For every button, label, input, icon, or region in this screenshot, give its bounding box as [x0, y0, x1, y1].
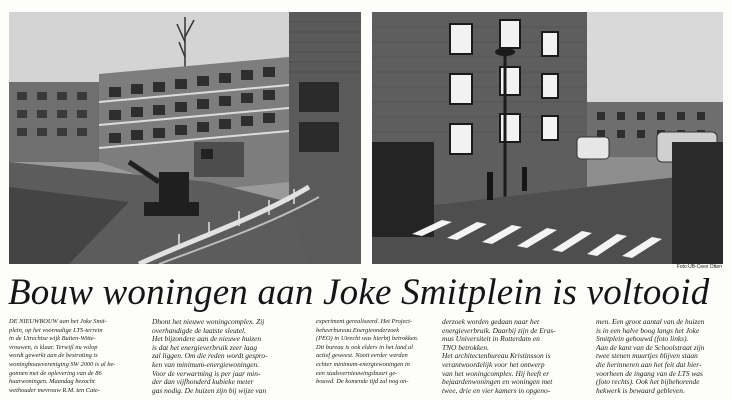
text-line: die herinneren aan het feit dat hier- — [596, 359, 702, 369]
text-line: Dhont het nieuwe woningcomplex. Zij — [152, 318, 265, 326]
text-line: is dat het energieverbruik zeer laag — [152, 342, 258, 352]
text-line: wethouder mevrouw R.M. ten Cate- — [9, 386, 100, 394]
text-line: derzoek worden gedaan naar het — [442, 318, 540, 326]
text-line: men. Een groot aantal van de huizen — [596, 318, 705, 326]
text-line: wordt gewerkt aan de bestrating is — [9, 352, 98, 360]
text-line: ken van minimum-energiewoningen. — [152, 359, 260, 369]
text-line: bouwd. De komende tijd zal nog on- — [316, 378, 409, 386]
text-column-4 — [442, 318, 592, 400]
text-line: experiment gerealiseerd. Het Project- — [316, 318, 413, 325]
text-line: woningbouwvereniging SW 2000 is al be- — [9, 360, 115, 368]
text-line: Dit bureau is ook elders in het land al — [316, 343, 414, 351]
text-line: is in een halve boog langs het Joke — [596, 325, 700, 335]
text-line: twee, drie en vier kamers in opgeno- — [442, 385, 551, 395]
text-line: beheerbureau Energieonderzoek — [316, 326, 400, 334]
text-line: een stadsvernieuwingsbuurt ge- — [316, 369, 398, 377]
text-line: zal liggen. Om die reden wordt gespro- — [152, 351, 268, 361]
text-column-3 — [316, 318, 421, 400]
text-line: hekwerk is bewaard gebleven. — [596, 385, 685, 395]
text-line: energieverbruik. Daarbij zijn de Eras- — [442, 325, 556, 335]
text-line: verantwoordelijk voor het ontwerp — [442, 359, 545, 369]
text-line: DE NIEUWBOUW aan het Joke Smit- — [9, 318, 107, 325]
article-headline: Bouw woningen aan Joke Smitplein is voltooid — [8, 272, 710, 313]
text-line: der dan vijfhonderd kubieke meter — [152, 377, 254, 387]
text-line: Het architectenbureau Kristinsson is — [442, 351, 551, 361]
article-body — [9, 318, 725, 400]
text-line: Voor de verwarming is per jaar min- — [152, 368, 261, 378]
text-line: vrouwen, is klaar. Terwijl nu volop — [9, 343, 98, 351]
text-line: (PEO) in Utrecht was hierbij betrokken. — [316, 335, 419, 343]
text-line: gas nodig. De huizen zijn bij wijze van — [152, 385, 267, 395]
text-line: van het woningcomplex. Hij heeft er — [442, 368, 550, 378]
text-column-5 — [596, 318, 725, 400]
text-line: gonnen met de oplevering van de 86 — [9, 369, 102, 377]
text-line: echter minimum-energiewoningen in — [316, 360, 410, 368]
text-line: bejaardenwoningen en woningen met — [442, 377, 553, 387]
text-column-2 — [152, 318, 302, 400]
photo-schoolstraat-entrance — [372, 12, 723, 264]
text-line: TNO betrokken. — [442, 342, 489, 352]
text-line: plein, op het voormalige LTS-terrein — [9, 326, 103, 334]
text-line: Smitplein gebouwd (foto links). — [596, 334, 689, 344]
photo-curved-apartment-block — [9, 12, 361, 264]
text-column-1 — [9, 318, 115, 400]
text-line: in de Utrechtse wijk Buiten-Witte- — [9, 335, 96, 343]
text-line: Aan de kant van de Schoolstraat zijn — [596, 342, 705, 352]
text-line: actief geweest. Nooit eerder werden — [316, 352, 408, 360]
text-line: twee stenen muurtjes blijven staan — [596, 351, 698, 361]
photo-credit: Foto UB-Cees Otten — [676, 264, 722, 270]
text-line: voorheen de ingang van de LTS was — [596, 368, 703, 378]
text-line: Het bijzondere aan de nieuwe huizen — [152, 334, 262, 344]
text-line: huurwoningen. Maandag bezocht — [9, 378, 95, 386]
text-line: overhandigde de laatste sleutel. — [152, 325, 246, 335]
text-line: (foto rechts). Ook het bijbehorende — [596, 377, 700, 387]
text-line: mus Universiteit in Rotterdam en — [442, 334, 540, 344]
